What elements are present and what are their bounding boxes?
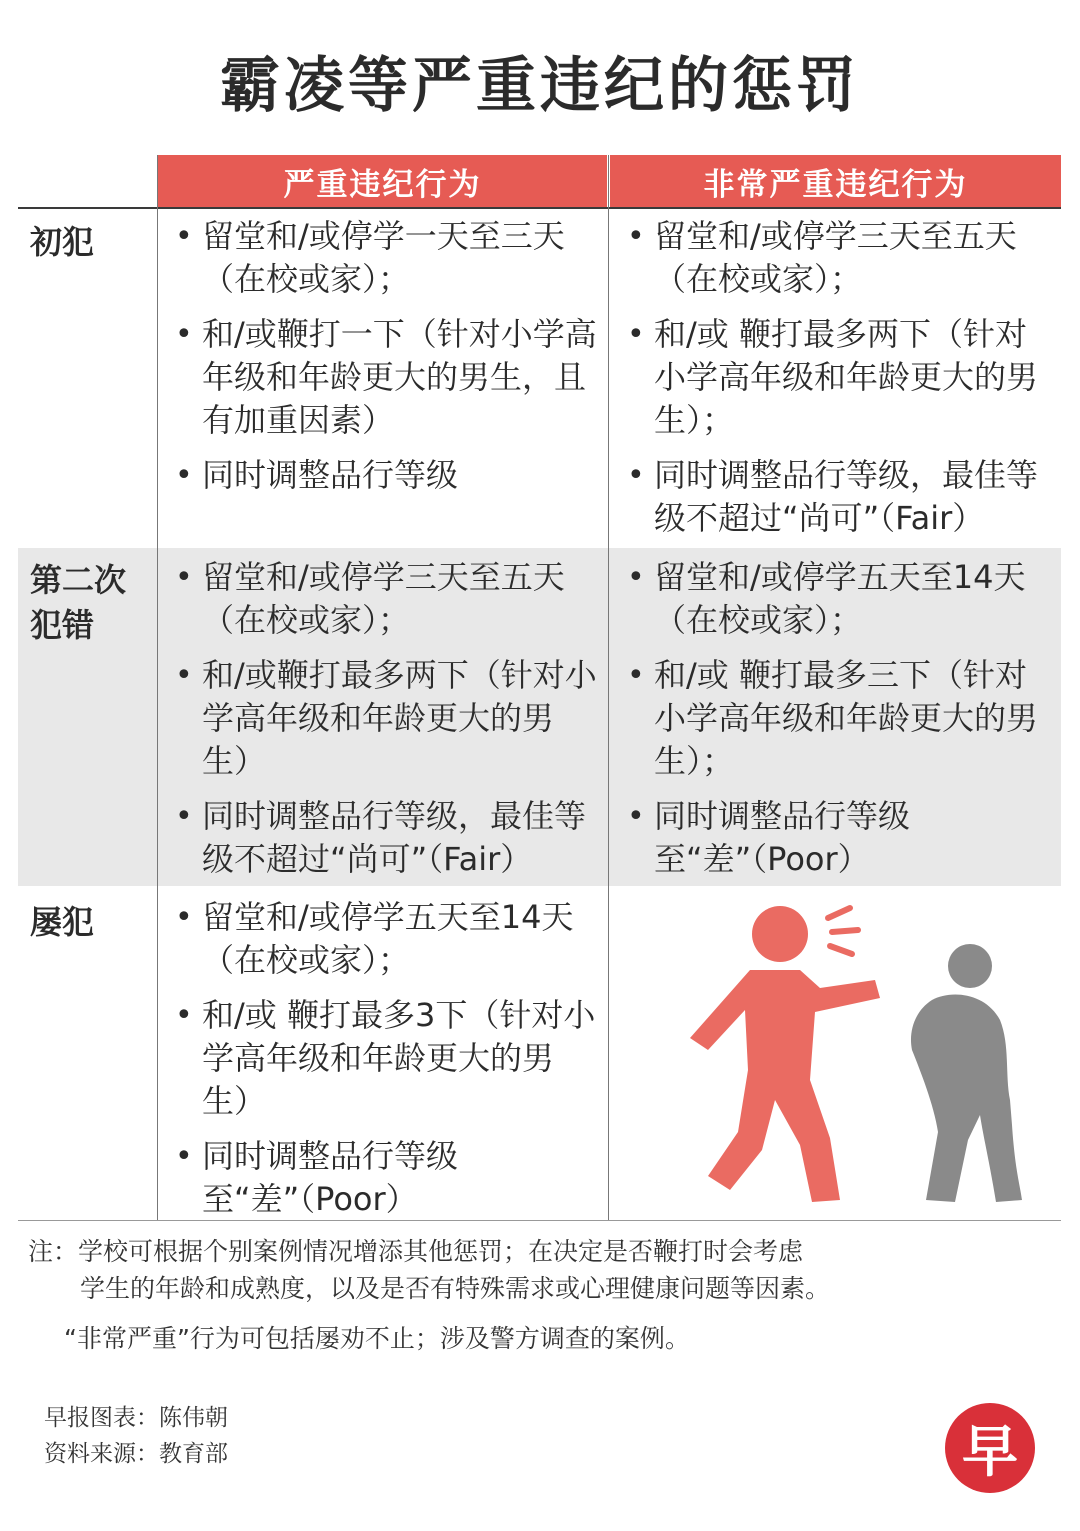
cell-first-very-serious <box>627 215 1052 552</box>
cell-second-very-serious <box>627 556 1052 893</box>
bullying-illustration <box>650 900 1050 1210</box>
cell-repeat-serious <box>175 896 600 1233</box>
note-line-2: 学生的年龄和成熟度，以及是否有特殊需求或心理健康问题等因素。 <box>80 1274 831 1303</box>
column-header-very-serious: 非常严重违纪行为 <box>610 155 1061 207</box>
victim-figure-icon <box>911 944 1022 1202</box>
list-item: • 同时调整品行等级，最佳等级不超过“尚可”（Fair） <box>175 797 587 878</box>
aggressor-figure-icon <box>690 906 880 1202</box>
note-line-1: 注：学校可根据个别案例情况增添其他惩罚；在决定是否鞭打时会考虑 <box>28 1237 804 1266</box>
list-item: • 同时调整品行等级至“差”（Poor） <box>627 797 911 878</box>
table-divider-columns <box>608 155 609 1220</box>
list-item: • 留堂和/或停学五天至14天（在校或家）； <box>627 558 1026 639</box>
list-item: • 留堂和/或停学三天至五天（在校或家）； <box>627 217 1017 298</box>
list-item: • 和/或鞭打最多两下（针对小学高年级和年龄更大的男生） <box>175 656 597 780</box>
cell-second-serious <box>175 556 600 893</box>
list-item: • 和/或鞭打一下（针对小学高年级和年龄更大的男生，且有加重因素） <box>175 315 597 439</box>
chart-credit: 早报图表：陈伟朝 <box>44 1405 228 1431</box>
table-divider-label <box>157 155 158 1220</box>
page-title: 霸凌等严重违纪的惩罚 <box>220 51 860 121</box>
source-credit: 资料来源：教育部 <box>44 1441 228 1467</box>
list-item: • 和/或 鞭打最多3下（针对小学高年级和年龄更大的男生） <box>175 996 596 1120</box>
list-item: • 和/或 鞭打最多三下（针对小学高年级和年龄更大的男生）； <box>627 656 1039 780</box>
table-top-rule <box>18 207 1061 209</box>
column-header-serious: 严重违纪行为 <box>158 155 607 207</box>
list-item: • 留堂和/或停学一天至三天（在校或家）； <box>175 217 565 298</box>
list-item: • 和/或 鞭打最多两下（针对小学高年级和年龄更大的男生）； <box>627 315 1039 439</box>
cell-first-serious <box>175 215 600 509</box>
list-item: • 留堂和/或停学三天至五天（在校或家）； <box>175 558 565 639</box>
list-item: • 同时调整品行等级，最佳等级不超过“尚可”（Fair） <box>627 456 1039 537</box>
row-label-second-offence: 第二次犯错 <box>30 561 127 644</box>
row-label-first-offence: 初犯 <box>30 223 95 261</box>
zaobao-logo: 早 <box>945 1403 1035 1493</box>
row-label-repeat-offence: 屡犯 <box>30 903 95 941</box>
table-bottom-rule <box>18 1220 1061 1221</box>
list-item: • 同时调整品行等级 <box>175 456 459 494</box>
list-item: • 同时调整品行等级至“差”（Poor） <box>175 1137 459 1218</box>
list-item: • 留堂和/或停学五天至14天（在校或家）； <box>175 898 574 979</box>
note-line-3: “非常严重”行为可包括屡劝不止；涉及警方调查的案例。 <box>64 1324 690 1353</box>
